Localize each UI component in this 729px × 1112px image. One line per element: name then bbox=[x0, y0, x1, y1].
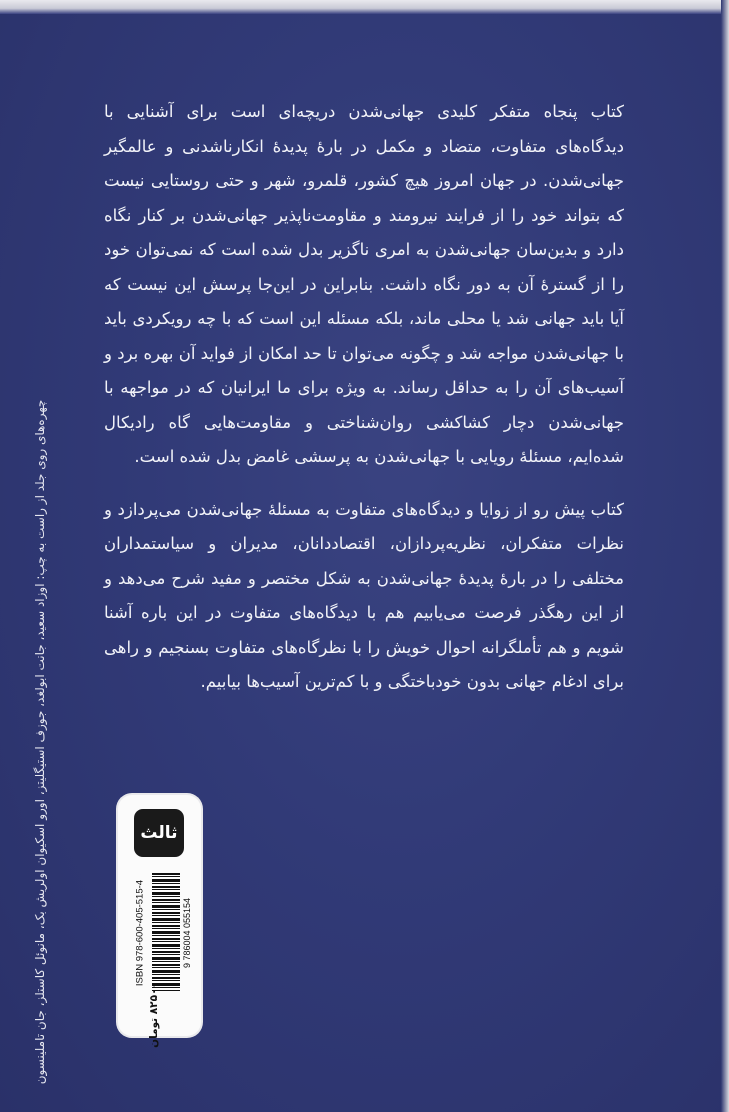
publisher-logo: ثالث bbox=[134, 809, 184, 857]
barcode-number: 9 786004 055154 bbox=[182, 897, 192, 969]
isbn-label: ISBN 978-600-405-515-4 bbox=[134, 879, 146, 987]
price-label: ۸۲۵۰۰ تومان bbox=[148, 982, 160, 1048]
blurb-text bbox=[104, 95, 624, 718]
blurb-paragraph-1: کتاب پنجاه متفکر کلیدی جهانی‌شدن دریچه‌ای است برای آشنایی با دیدگاه‌های متفاوت، متضاد و مکمل در بارهٔ پدیدهٔ انکارناشدنی و عالمگیر جهانی‌شدن. در جهان امروز هیچ کشور، قلمرو، شهر و حتی روستایی نیست که بتواند خود را از فرایند نیرومند و مقاومت‌ناپذیر جهانی‌شدن بر کنار نگاه دارد و بدین‌سان جهانی‌شدن به امری ناگزیر بدل شده است که نمی‌توان خود را از گسترهٔ آن به دور نگاه داشت. بنابراین در این‌جا پرسش این نیست که آیا باید جهانی شد یا محلی ماند، بلکه مسئله این است که با چه رویکردی باید با جهانی‌شدن مواجه شد و چگونه می‌توان تا حد امکان از فواید آن بهره برد و آسیب‌های آن را به حداقل رساند. به ویژه برای ما ایرانیان که در مواجهه با جهانی‌شدن دچار کشاکشی روان‌شناختی و مقاومت‌هایی گاه رادیکال شده‌ایم، مسئلهٔ رویایی با جهانی‌شدن به پرسشی غامض بدل شده است. bbox=[104, 102, 624, 466]
barcode-bars-icon bbox=[152, 873, 180, 991]
page-edge-top bbox=[0, 0, 729, 14]
cover-photo-credit: چهره‌های روی جلد از راست به چپ: اوزاد سعید، جانت ابولغد، جوزف استیگلیتز، اورو اسکیوان اولریش بک، مانوئل کاستلز، جان تاملینسون bbox=[33, 399, 47, 1085]
barcode-card bbox=[118, 795, 201, 1048]
page-edge-right bbox=[721, 0, 729, 1112]
blurb-paragraph-2: کتاب پیش رو از زوایا و دیدگاه‌های متفاوت به مسئلهٔ جهانی‌شدن می‌پردازد و نظرات متفکران، نظریه‌پردازان، اقتصاددانان، مدیران و سیاستمداران مختلفی را در بارهٔ پدیدهٔ جهانی‌شدن به شکل مختصر و مفید شرح می‌دهد و از این رهگذر فرصت می‌یابیم هم با دیدگاه‌های متفاوت در این باره آشنا شویم و هم تأملگرانه احوال خویش را با نظرگاه‌های متفاوت بسنجیم و راهی برای ادغام جهانی بدون خودباختگی و با کم‌ترین آسیب‌ها بیابیم. bbox=[104, 499, 624, 691]
